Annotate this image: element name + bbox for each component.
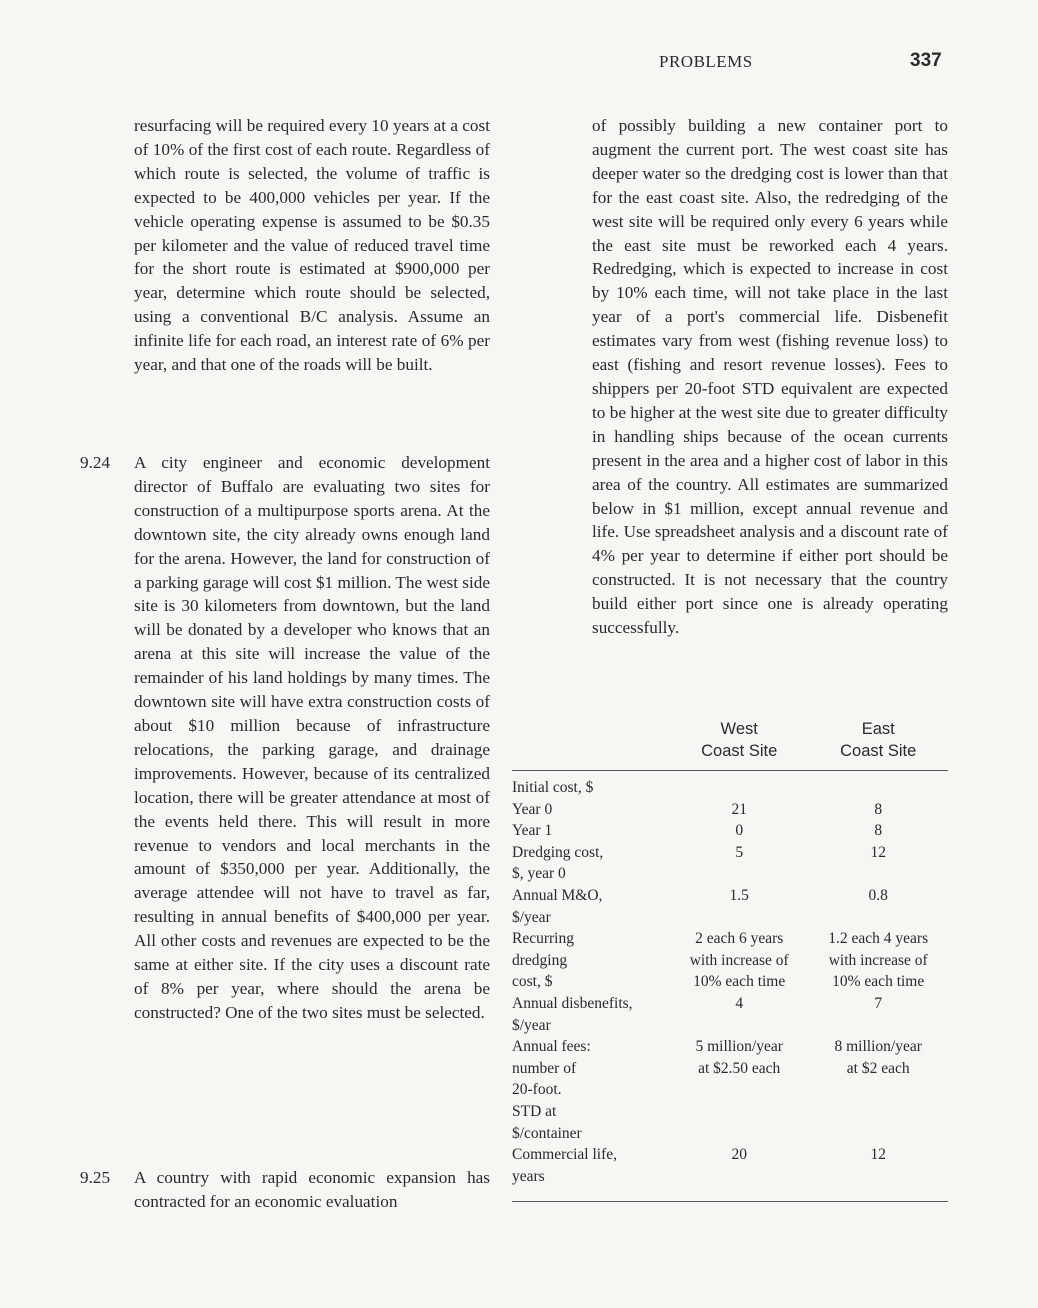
problem-9-24 [80,451,490,1025]
table-row: $/container [512,1124,582,1142]
table-row: Dredging cost, 5 12 [512,843,886,861]
table-row: Initial cost, $ [512,779,594,796]
left-continuation-paragraph [134,114,490,377]
table-row: Recurring 2 each 6 years 1.2 each 4 years [512,930,929,948]
table-row: Commercial life, 20 12 [512,1146,886,1164]
problem-9-25-continuation-text: of possibly building a new container port to augment the current port. The west coast site has deeper water so the dredging cost is lower than that for the east coast site. Also, the redredging of the west site will be required only every 6 years while the east site must be reworked each 4 years. Redredging, which is expected to increase in cost by 10% each time, will not take place in the last year of a port's commercial life. Disbenefit estimates vary from west (fishing revenue loss) to east (fishing and resort revenue losses). Fees to shippers per 20-foot STD equivalent are expected to be higher at the west site due to greater difficulty in handling ships because of the ocean currents present in the area and a higher cost of labor in this area of the country. All estimates are summarized below in $1 million, except annual revenue and life. Use spreadsheet analysis and a discount rate of 4% per year to determine if either port should be constructed. It is not necessary that the country build either port since one is already operating successfully. [592,116,948,638]
table-row: years [512,1166,948,1202]
table-row: $, year 0 [512,865,566,883]
problem-number: 9.24 [80,453,111,472]
table-header-blank [512,716,670,771]
table-row: 20-foot. [512,1081,562,1099]
table-row: Annual disbenefits, 4 7 [512,994,883,1012]
table-row: Year 0 21 8 [512,800,883,818]
table-row: $/year [512,1016,551,1034]
problem-9-25 [80,1166,490,1214]
table-header-east: East Coast Site [840,720,917,760]
table-row: Year 1 0 8 [512,822,883,840]
table-header-west: West Coast Site [701,720,778,760]
problem-text: A country with rapid economic expansion has contracted for an economic evaluation [134,1168,490,1211]
table-row: cost, $ 10% each time 10% each time [512,973,925,991]
table-row: dredging with increase of with increase of [512,951,928,969]
estimates-table [512,716,948,1202]
problem-text: A city engineer and economic development director of Buffalo are evaluating two sites for construction of a multipurpose sports arena. At the downtown site, the city already owns enough land for the arena. However, the land for construction of a parking garage will cost $1 million. The west side site is 30 kilometers from downtown, but the land will be donated by a developer who knows that an arena at this site will increase the value of the remainder of his land holdings by many times. The downtown site will have extra construction costs of about $10 million because of infrastructure relocations, the parking garage, and drainage improvements. However, because of its centralized location, there will be greater attendance at most of the events held there. This will result in more revenue to vendors and local merchants in the amount of $350,000 per year. Additionally, the average attendee will not have to travel as far, resulting in annual benefits of $400,000 per year. All other costs and revenues are expected to be the same at either site. If the city uses a discount rate of 8% per year, where should the arena be constructed? One of the two sites must be selected. [134,453,490,1022]
table-header-row [512,716,948,771]
page-header-section: PROBLEMS [659,52,753,71]
right-column-paragraph [592,114,948,640]
table-row: number of at $2.50 each at $2 each [512,1059,910,1077]
page-number: 337 [910,50,942,71]
table-row: STD at [512,1102,557,1120]
continuation-text: resurfacing will be required every 10 years at a cost of 10% of the first cost of each route. Regardless of which route is selected, the volume of traffic is expected to be 400,000 vehicles per year. If the vehicle operating expense is assumed to be $0.35 per kilometer and the value of reduced travel time for the short route is estimated at $900,000 per year, determine which route should be selected, using a conventional B/C analysis. Assume an infinite life for each road, an interest rate of 6% per year, and that one of the roads will be built. [134,116,490,375]
table-row: $/year [512,908,551,926]
table-row: Annual fees: 5 million/year 8 million/year [512,1038,922,1056]
problem-number: 9.25 [80,1168,111,1187]
table-row: Annual M&O, 1.5 0.8 [512,886,888,904]
